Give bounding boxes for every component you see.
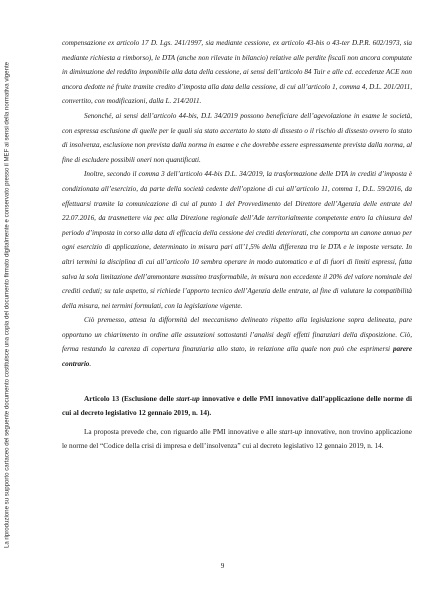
heading-part-3: innovative e delle PMI innovative dall’applicazione delle norme di cui al decreto legislativo 12 gennaio 2019, n. 14). [62, 393, 412, 418]
side-margin-note [2, 10, 12, 600]
heading-start-up: start-up [176, 393, 200, 403]
side-note-text: La riproduzione su supporto cartaceo del seguente documento costituisce una copia del documento firmato digitalmente e conservato presso il MEF ai sensi della normativa vigente [3, 61, 11, 549]
paragraph-4-text: Ciò premesso, attesa la difformità del meccanismo delineato rispetto alla legislazione sopra delineata, pare opportuno un chiarimento in ordine alle assunzioni sottostanti l’analisi degli effetti finanziari della disposizione. Ciò, ferma restando la carenza di copertura finanziaria allo stato, in relazione alla quale non può che esprimersi [62, 316, 412, 354]
article-13-heading [62, 392, 412, 421]
paragraph-4 [62, 313, 412, 371]
parere-contrario: parere contrario [62, 345, 412, 369]
paragraph-4-end: . [89, 360, 92, 369]
paragraph-1: compensazione ex articolo 17 D. Lgs. 241/1997, sia mediante cessione, ex articolo 43-bis o 43-ter D.P.R. 602/1973, sia mediante richiesta a rimborso), le DTA (anche non rilevate in bilancio) relative alle perdite fiscali non ancora computate in diminuzione del reddito imponibile alla data della cessione, ai sensi dell’articolo 84 Tuir e alle cd. eccedenze ACE non ancora dedotte né fruite tramite credito d’imposta alla data della cessione, di cui all’articolo 1, comma 4, D.L. 201/2011, convertito, con modificazioni, dalla L. 214/2011. [62, 39, 412, 106]
body-part-1: La proposta prevede che, con riguardo alle PMI innovative e alle [84, 427, 277, 436]
paragraph-3: Inoltre, secondo il comma 3 dell’articolo 44-bis D.L. 34/2019, la trasformazione delle DTA in crediti d’imposta è condizionata all’esercizio, da parte della società cedente dell’opzione di cui all’articolo 11, comma 1, D.L. 59/2016, da effettuarsi tramite la comunicazione di cui al punto 1 del Provvedimento del Direttore dell’Agenzia delle entrate del 22.07.2016, da trasmettere via pec alla Direzione regionale dell’Ade territorialmente competente entro la chiusura del periodo d’imposta in corso alla data di efficacia della cessione dei crediti deteriorati, che comporta un canone annuo per ogni esercizio di applicazione, determinato in misura pari all’1,5% della differenza tra le DTA e le imposte versate. In altri termini la disciplina di cui all’articolo 10 sembra operare in modo automatico e al di fuori di limiti espressi, fatta salva la sola limitazione dell’ammontare massimo trasformabile, in misura non eccedente il 20% del valore nominale dei crediti ceduti; su tale aspetto, si richiede l’apporto tecnico dell’Agenzia delle entrate, al fine di valutare la compatibilità della misura, nei termini formulati, con la legislazione vigente. [62, 170, 412, 310]
heading-part-1: Articolo 13 (Esclusione delle [84, 393, 174, 403]
document-page [62, 36, 412, 454]
article-13-body [62, 425, 412, 454]
body-start-up: start-up [279, 427, 303, 436]
page-number: 9 [220, 562, 225, 570]
paragraph-2: Senonché, ai sensi dell’articolo 44-bis, D.L 34/2019 possono beneficiare dell’agevolazione in esame le società, con espressa esclusione di quelle per le quali sia stato accertato lo stato di dissesto o il rischio di dissesto ovvero lo stato di insolvenza, esclusione non prevista dalla norma in esame e che dovrebbe essere espressamente prevista dalla norma, al fine di escludere possibili oneri non quantificati. [62, 111, 412, 164]
body-part-3: innovative, non trovino applicazione le norme del “Codice della crisi di impresa e dell’insolvenza” cui al decreto legislativo 12 gennaio 2019, n. 14. [62, 427, 413, 451]
